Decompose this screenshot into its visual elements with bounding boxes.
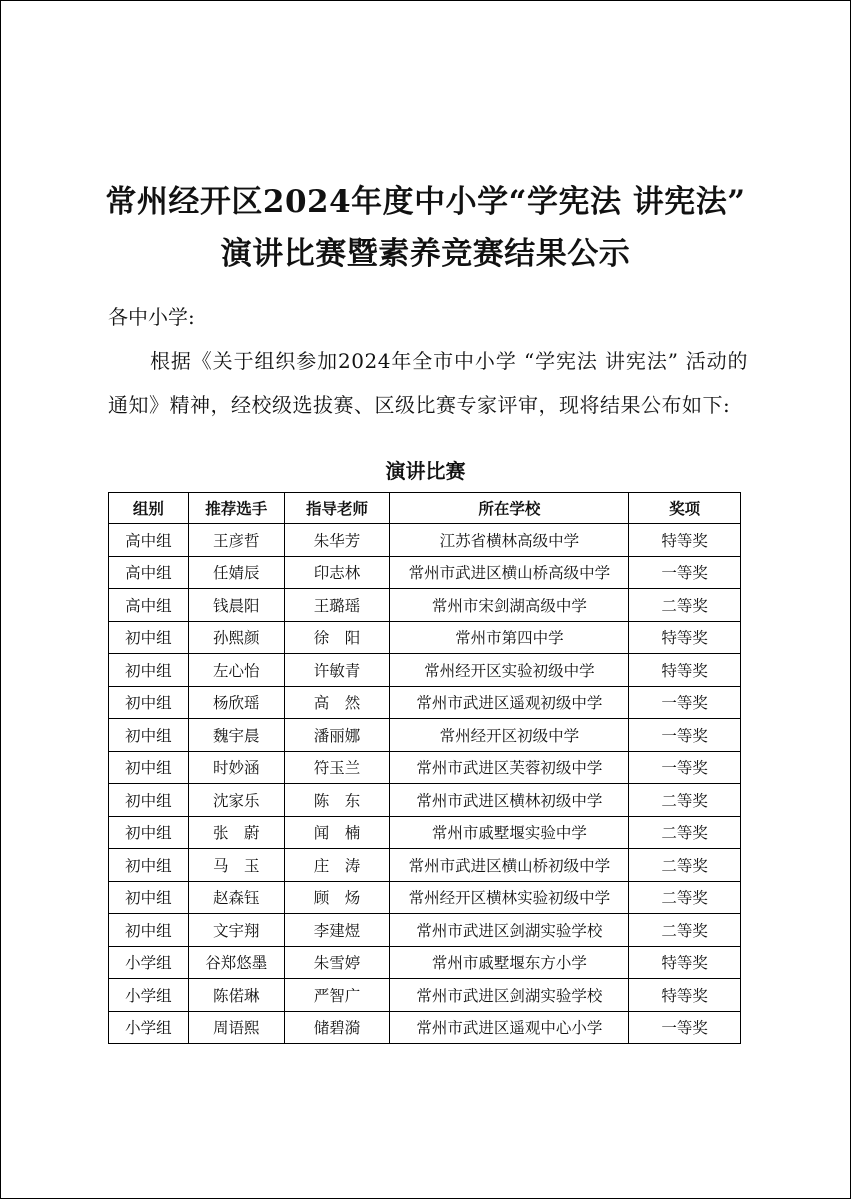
cell-award: 二等奖 bbox=[629, 816, 741, 849]
table-row bbox=[109, 719, 741, 752]
cell-group: 初中组 bbox=[109, 849, 189, 882]
results-table bbox=[108, 492, 741, 1044]
cell-teacher: 顾 炀 bbox=[284, 881, 390, 914]
cell-school: 常州市武进区遥观初级中学 bbox=[390, 686, 629, 719]
cell-school: 常州市宋剑湖高级中学 bbox=[390, 589, 629, 622]
cell-contestant: 孙熙颜 bbox=[188, 621, 284, 654]
cell-group: 初中组 bbox=[109, 816, 189, 849]
cell-teacher: 朱雪婷 bbox=[284, 946, 390, 979]
cell-teacher: 闻 楠 bbox=[284, 816, 390, 849]
cell-contestant: 周语熙 bbox=[188, 1011, 284, 1044]
header-contestant: 推荐选手 bbox=[188, 493, 284, 524]
table-row bbox=[109, 946, 741, 979]
cell-teacher: 朱华芳 bbox=[284, 524, 390, 557]
cell-teacher: 陈 东 bbox=[284, 784, 390, 817]
table-row bbox=[109, 686, 741, 719]
table-row bbox=[109, 881, 741, 914]
header-award: 奖项 bbox=[629, 493, 741, 524]
cell-teacher: 高 然 bbox=[284, 686, 390, 719]
cell-group: 小学组 bbox=[109, 979, 189, 1012]
cell-group: 高中组 bbox=[109, 556, 189, 589]
cell-award: 二等奖 bbox=[629, 589, 741, 622]
cell-award: 一等奖 bbox=[629, 719, 741, 752]
cell-teacher: 印志林 bbox=[284, 556, 390, 589]
table-row bbox=[109, 784, 741, 817]
cell-contestant: 左心怡 bbox=[188, 654, 284, 687]
cell-teacher: 严智广 bbox=[284, 979, 390, 1012]
cell-group: 小学组 bbox=[109, 946, 189, 979]
cell-award: 一等奖 bbox=[629, 686, 741, 719]
cell-contestant: 陈偌琳 bbox=[188, 979, 284, 1012]
cell-contestant: 谷郑悠墨 bbox=[188, 946, 284, 979]
table-row bbox=[109, 751, 741, 784]
table-row bbox=[109, 914, 741, 947]
cell-contestant: 任婧辰 bbox=[188, 556, 284, 589]
cell-teacher: 储碧漪 bbox=[284, 1011, 390, 1044]
cell-teacher: 徐 阳 bbox=[284, 621, 390, 654]
cell-teacher: 王璐瑶 bbox=[284, 589, 390, 622]
cell-school: 江苏省横林高级中学 bbox=[390, 524, 629, 557]
cell-group: 初中组 bbox=[109, 914, 189, 947]
cell-contestant: 沈家乐 bbox=[188, 784, 284, 817]
cell-teacher: 许敏青 bbox=[284, 654, 390, 687]
cell-contestant: 时妙涵 bbox=[188, 751, 284, 784]
cell-school: 常州经开区横林实验初级中学 bbox=[390, 881, 629, 914]
cell-contestant: 王彦哲 bbox=[188, 524, 284, 557]
cell-school: 常州市戚墅堰东方小学 bbox=[390, 946, 629, 979]
cell-award: 一等奖 bbox=[629, 556, 741, 589]
header-school: 所在学校 bbox=[390, 493, 629, 524]
table-row bbox=[109, 524, 741, 557]
cell-group: 初中组 bbox=[109, 719, 189, 752]
table-row bbox=[109, 621, 741, 654]
table-row bbox=[109, 1011, 741, 1044]
table-row bbox=[109, 654, 741, 687]
cell-school: 常州经开区实验初级中学 bbox=[390, 654, 629, 687]
cell-award: 二等奖 bbox=[629, 881, 741, 914]
cell-contestant: 马 玉 bbox=[188, 849, 284, 882]
cell-award: 二等奖 bbox=[629, 914, 741, 947]
cell-group: 小学组 bbox=[109, 1011, 189, 1044]
cell-teacher: 李建煜 bbox=[284, 914, 390, 947]
cell-school: 常州市武进区剑湖实验学校 bbox=[390, 979, 629, 1012]
cell-contestant: 赵森钰 bbox=[188, 881, 284, 914]
table-row bbox=[109, 589, 741, 622]
cell-award: 特等奖 bbox=[629, 946, 741, 979]
cell-award: 特等奖 bbox=[629, 654, 741, 687]
cell-contestant: 张 蔚 bbox=[188, 816, 284, 849]
cell-award: 二等奖 bbox=[629, 849, 741, 882]
cell-award: 特等奖 bbox=[629, 524, 741, 557]
cell-school: 常州市武进区横山桥初级中学 bbox=[390, 849, 629, 882]
cell-school: 常州市武进区横山桥高级中学 bbox=[390, 556, 629, 589]
table-row bbox=[109, 849, 741, 882]
cell-award: 一等奖 bbox=[629, 751, 741, 784]
cell-award: 特等奖 bbox=[629, 979, 741, 1012]
cell-school: 常州市武进区剑湖实验学校 bbox=[390, 914, 629, 947]
cell-award: 一等奖 bbox=[629, 1011, 741, 1044]
cell-group: 初中组 bbox=[109, 784, 189, 817]
cell-teacher: 符玉兰 bbox=[284, 751, 390, 784]
cell-group: 初中组 bbox=[109, 686, 189, 719]
table-row bbox=[109, 979, 741, 1012]
header-teacher: 指导老师 bbox=[284, 493, 390, 524]
cell-award: 特等奖 bbox=[629, 621, 741, 654]
table-row bbox=[109, 816, 741, 849]
cell-group: 初中组 bbox=[109, 621, 189, 654]
cell-contestant: 钱晨阳 bbox=[188, 589, 284, 622]
section-title: 演讲比赛 bbox=[385, 459, 466, 483]
cell-contestant: 魏宇晨 bbox=[188, 719, 284, 752]
cell-award: 二等奖 bbox=[629, 784, 741, 817]
cell-school: 常州经开区初级中学 bbox=[390, 719, 629, 752]
title-line-1: 常州经开区2024年度中小学“学宪法 讲宪法” bbox=[105, 184, 746, 220]
cell-school: 常州市武进区遥观中心小学 bbox=[390, 1011, 629, 1044]
title-line-2: 演讲比赛暨素养竞赛结果公示 bbox=[220, 236, 631, 272]
header-group: 组别 bbox=[109, 493, 189, 524]
cell-group: 初中组 bbox=[109, 881, 189, 914]
table-body bbox=[109, 524, 741, 1044]
cell-group: 初中组 bbox=[109, 654, 189, 687]
cell-school: 常州市第四中学 bbox=[390, 621, 629, 654]
cell-teacher: 潘丽娜 bbox=[284, 719, 390, 752]
body-paragraph: 根据《关于组织参加2024年全市中小学 “学宪法 讲宪法” 活动的通知》精神，经校级选拔赛、区级比赛专家评审，现将结果公布如下: bbox=[108, 349, 748, 417]
table-row bbox=[109, 556, 741, 589]
table-header-row bbox=[109, 493, 741, 524]
cell-group: 高中组 bbox=[109, 524, 189, 557]
cell-teacher: 庄 涛 bbox=[284, 849, 390, 882]
cell-group: 高中组 bbox=[109, 589, 189, 622]
cell-school: 常州市戚墅堰实验中学 bbox=[390, 816, 629, 849]
cell-school: 常州市武进区横林初级中学 bbox=[390, 784, 629, 817]
salutation: 各中小学: bbox=[108, 305, 195, 329]
cell-contestant: 文宇翔 bbox=[188, 914, 284, 947]
cell-school: 常州市武进区芙蓉初级中学 bbox=[390, 751, 629, 784]
cell-contestant: 杨欣瑶 bbox=[188, 686, 284, 719]
cell-group: 初中组 bbox=[109, 751, 189, 784]
